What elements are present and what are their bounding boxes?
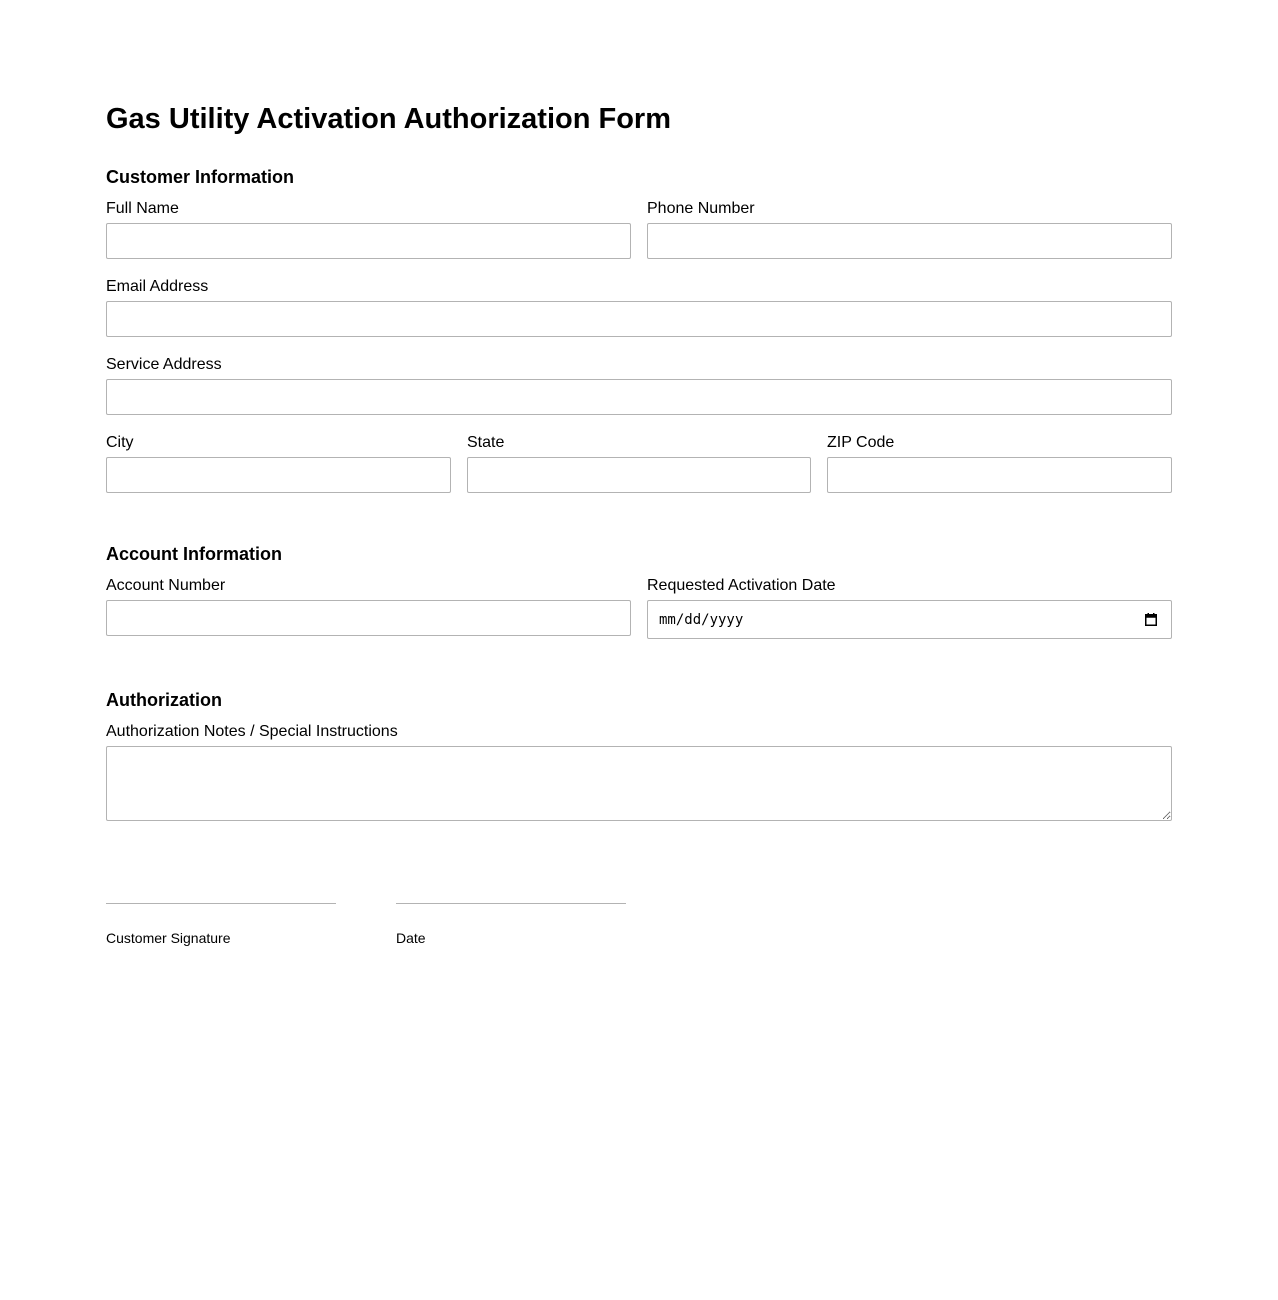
account-number-label: Account Number xyxy=(106,577,226,594)
email-address-input[interactable] xyxy=(106,301,1172,337)
zip-code-input[interactable] xyxy=(827,457,1172,493)
state-group xyxy=(467,433,811,493)
activation-date-input[interactable] xyxy=(647,600,1172,639)
customer-information-heading: Customer Information xyxy=(106,167,295,187)
zip-code-label: ZIP Code xyxy=(827,434,895,451)
full-name-label: Full Name xyxy=(106,200,179,217)
signature-date-label: Date xyxy=(396,930,426,946)
service-address-label: Service Address xyxy=(106,356,222,373)
activation-date-placeholder: mm/dd/yyyy xyxy=(659,612,744,628)
customer-signature-label: Customer Signature xyxy=(106,930,231,946)
city-input[interactable] xyxy=(106,457,451,493)
authorization-notes-label: Authorization Notes / Special Instructions xyxy=(106,723,398,740)
authorization-notes-textarea[interactable] xyxy=(106,746,1172,821)
signature-date-line xyxy=(396,903,626,904)
service-address-input[interactable] xyxy=(106,379,1172,415)
authorization-notes-group xyxy=(106,722,1172,821)
activation-date-label: Requested Activation Date xyxy=(647,577,836,594)
city-label: City xyxy=(106,434,134,451)
state-label: State xyxy=(467,434,505,451)
phone-number-input[interactable] xyxy=(647,223,1172,259)
activation-date-group xyxy=(647,576,1172,639)
account-number-group xyxy=(106,576,631,636)
full-name-group xyxy=(106,199,631,259)
state-input[interactable] xyxy=(467,457,811,493)
form-title: Gas Utility Activation Authorization Form xyxy=(106,103,671,135)
zip-code-group xyxy=(827,433,1172,493)
city-group xyxy=(106,433,451,493)
account-number-input[interactable] xyxy=(106,600,631,636)
phone-number-group xyxy=(647,199,1172,259)
customer-signature-line xyxy=(106,903,336,904)
phone-number-label: Phone Number xyxy=(647,200,755,217)
email-address-group xyxy=(106,277,1172,337)
account-information-heading: Account Information xyxy=(106,544,282,564)
calendar-icon[interactable] xyxy=(1145,613,1157,626)
authorization-heading: Authorization xyxy=(106,690,222,710)
full-name-input[interactable] xyxy=(106,223,631,259)
service-address-group xyxy=(106,355,1172,415)
email-address-label: Email Address xyxy=(106,278,209,295)
